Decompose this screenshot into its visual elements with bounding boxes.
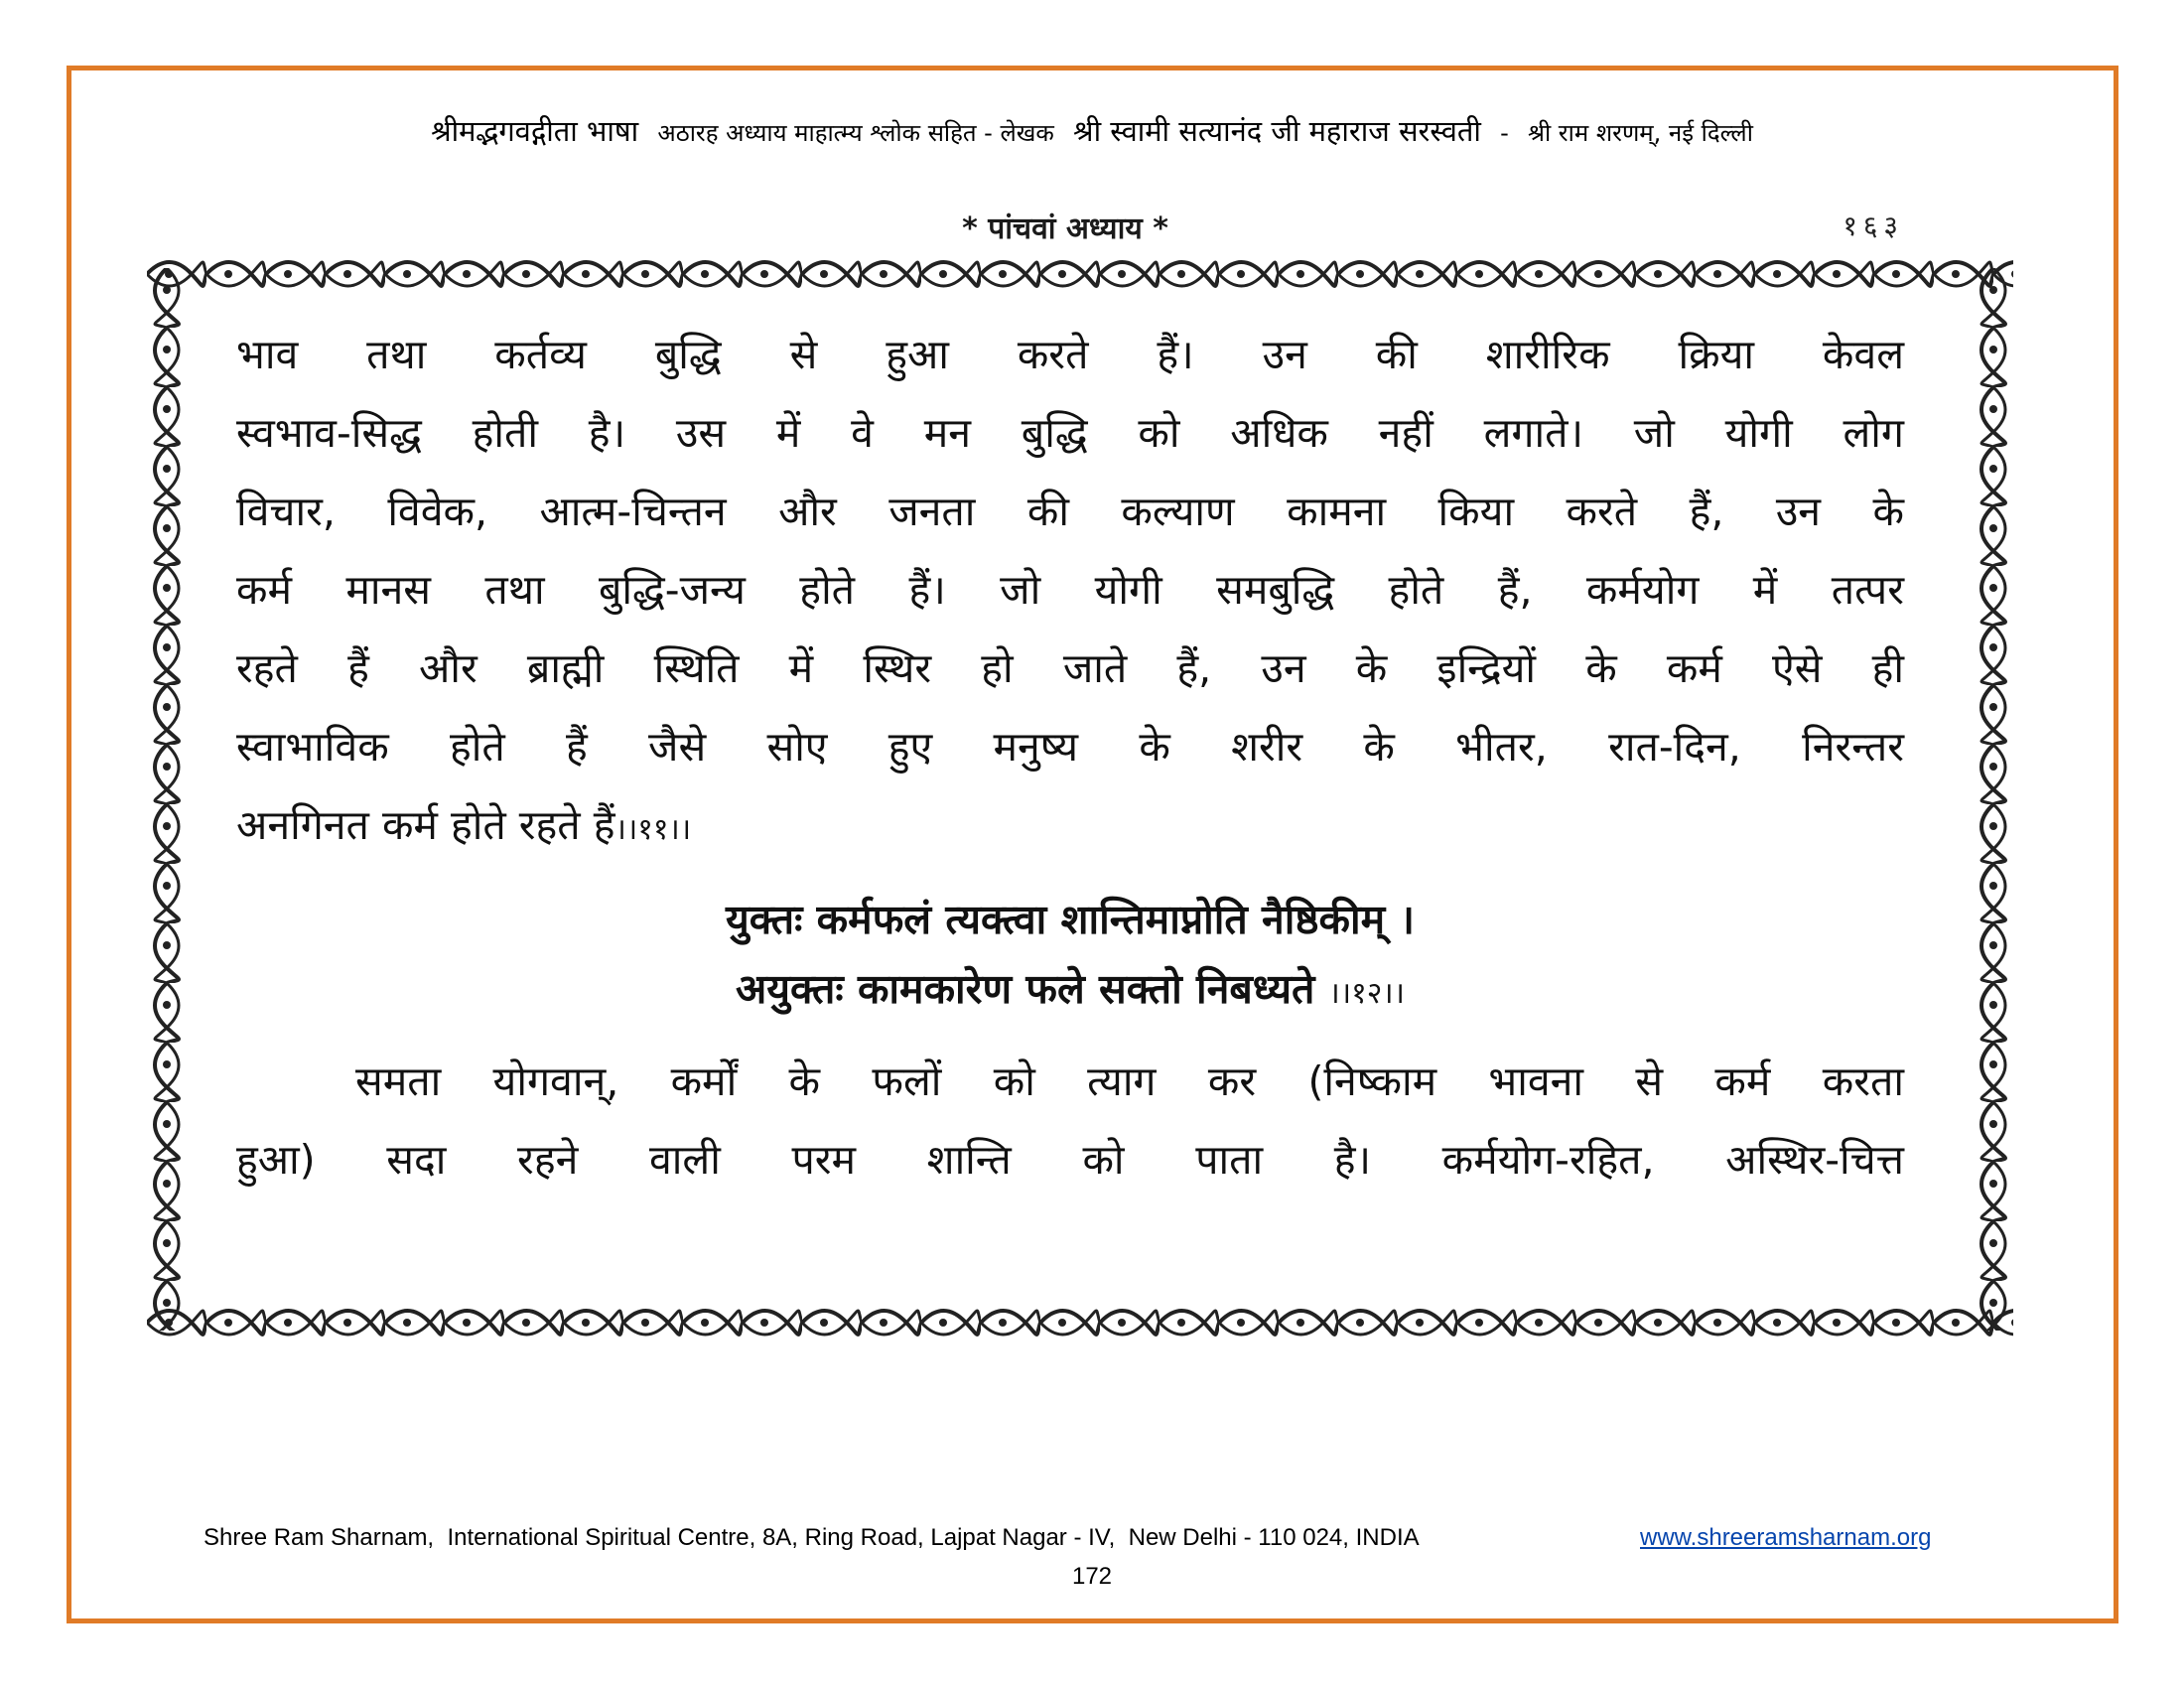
vine-border-left-icon [147, 268, 187, 1331]
scanned-book-page [117, 199, 2013, 1350]
book-page-number: १६३ [1843, 210, 1904, 242]
book-subtitle: अठारह अध्याय माहात्म्य श्लोक सहित - लेखक [657, 119, 1054, 147]
prose-line: रहते हैं और ब्राह्मी स्थिति में स्थिर हो जाते हैं, उन के इन्द्रियों के कर्म ऐसे ही [236, 644, 1904, 692]
verse-number-12: ।।१२।। [1328, 976, 1406, 1011]
footer-address: Shree Ram Sharnam, International Spiritual Centre, 8A, Ring Road, Lajpat Nagar - IV, New Delhi - 110 024, INDIA [204, 1524, 1420, 1551]
prose-line: कर्म मानस तथा बुद्धि-जन्य होते हैं। जो योगी समबुद्धि होते हैं, कर्मयोग में तत्पर [236, 566, 1904, 614]
vine-border-top-icon [147, 254, 2013, 294]
scripture-text [236, 316, 1904, 1199]
header-separator: - [1500, 119, 1509, 147]
sanskrit-verse [236, 885, 1904, 1029]
prose-last-line [236, 786, 1904, 865]
translation-line: हुआ) सदा रहने वाली परम शान्ति को पाता है। कर्मयोग-रहित, अस्थिर-चित्त [236, 1136, 1904, 1184]
translation-line: समता योगवान्, कर्मों के फलों को त्याग कर (निष्काम भावना से कर्म करता [355, 1057, 1904, 1105]
book-title: श्रीमद्भगवद्गीता भाषा [431, 114, 639, 148]
vine-border-bottom-icon [147, 1303, 2013, 1342]
author-name: श्री स्वामी सत्यानंद जी महाराज सरस्वती [1073, 114, 1481, 148]
prose-line: स्वाभाविक होते हैं जैसे सोए हुए मनुष्य के शरीर के भीतर, रात-दिन, निरन्तर [236, 723, 1904, 771]
website-link[interactable]: www.shreeramsharnam.org [1640, 1524, 1932, 1551]
pdf-page-number: 172 [1071, 1563, 1113, 1590]
verse-line-2-text: अयुक्तः कामकारेण फले सक्तो निबध्यते [735, 965, 1315, 1013]
verse-line-1: युक्तः कर्मफलं त्यक्त्वा शान्तिमाप्नोति नैष्ठिकीम् । [726, 896, 1415, 943]
publisher-name: श्री राम शरणम्, नई दिल्ली [1527, 119, 1753, 147]
prose-line: विचार, विवेक, आत्म-चिन्तन और जनता की कल्याण कामना किया करते हैं, उन के [236, 488, 1904, 535]
verse-translation [236, 1043, 1904, 1199]
prose-last-text: अनगिनत कर्म होते रहते हैं [236, 801, 615, 849]
verse-line-2 [236, 954, 1904, 1029]
vine-border-right-icon [1974, 268, 2013, 1331]
verse-number-11: ।।११।। [614, 812, 692, 847]
chapter-title: * पांचवां अध्याय * [962, 211, 1168, 246]
document-header [99, 111, 2085, 150]
prose-line: स्वभाव-सिद्ध होती है। उस में वे मन बुद्धि को अधिक नहीं लगाते। जो योगी लोग [236, 409, 1904, 457]
prose-line: भाव तथा कर्तव्य बुद्धि से हुआ करते हैं। उन की शारीरिक क्रिया केवल [236, 331, 1904, 378]
